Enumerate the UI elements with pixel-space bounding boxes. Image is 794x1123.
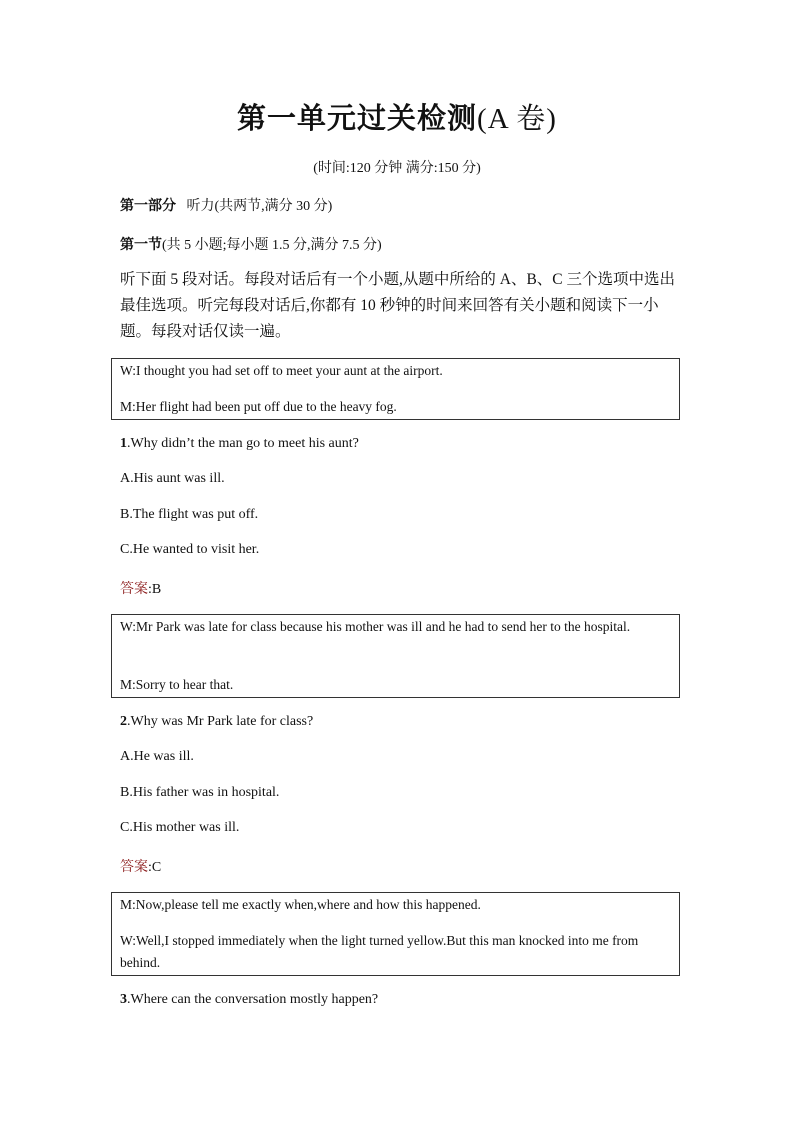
dialog-line: M:Her flight had been put off due to the heavy fog. xyxy=(120,399,397,414)
dialog-box-3 xyxy=(111,892,680,976)
part1-detail: 听力(共两节,满分 30 分) xyxy=(186,199,333,214)
question-2 xyxy=(120,714,313,730)
answer-value: :C xyxy=(148,860,162,875)
option: A.His aunt was ill. xyxy=(120,471,225,486)
question-number: 1 xyxy=(120,436,127,451)
section1-label: 第一节 xyxy=(120,238,162,253)
dialog-line: M:Now,please tell me exactly when,where and how this happened. xyxy=(120,897,481,912)
answer-label: 答案 xyxy=(120,860,148,875)
listening-instructions: 听下面 5 段对话。每段对话后有一个小题,从题中所给的 A、B、C 三个选项中选出最佳选项。听完每段对话后,你都有 10 秒钟的时间来回答有关小题和阅读下一小题。每段对话仅读一遍。 xyxy=(120,271,675,340)
question-number: 2 xyxy=(120,714,127,729)
dialog-box-1 xyxy=(111,358,680,420)
part1-heading xyxy=(120,195,332,215)
question-text: .Why didn’t the man go to meet his aunt? xyxy=(127,436,359,451)
part1-label: 第一部分 xyxy=(120,199,176,214)
section1-detail: (共 5 小题;每小题 1.5 分,满分 7.5 分) xyxy=(162,238,382,253)
dialog-line: W:I thought you had set off to meet your aunt at the airport. xyxy=(120,363,443,378)
answer-2 xyxy=(120,856,161,876)
dialog-line: M:Sorry to hear that. xyxy=(120,677,234,692)
title-paren: (A 卷) xyxy=(477,103,557,135)
question-text: .Why was Mr Park late for class? xyxy=(127,714,314,729)
dialog-line: W:Well,I stopped immediately when the light turned yellow.But this man knocked into me from behind. xyxy=(120,933,639,970)
option: B.His father was in hospital. xyxy=(120,785,280,800)
dialog-box-2 xyxy=(111,614,680,698)
option: C.He wanted to visit her. xyxy=(120,542,260,557)
answer-value: :B xyxy=(148,582,162,597)
page-title xyxy=(0,96,794,137)
dialog-line: W:Mr Park was late for class because his mother was ill and he had to send her to the hospital. xyxy=(120,619,631,634)
answer-label: 答案 xyxy=(120,582,148,597)
exam-info: (时间:120 分钟 满分:150 分) xyxy=(313,161,481,176)
option: C.His mother was ill. xyxy=(120,820,240,835)
option: A.He was ill. xyxy=(120,749,194,764)
question-number: 3 xyxy=(120,992,127,1007)
question-3 xyxy=(120,992,378,1008)
title-main: 第一单元过关检测 xyxy=(237,103,478,135)
question-text: .Where can the conversation mostly happen? xyxy=(127,992,379,1007)
question-1 xyxy=(120,436,359,452)
option: B.The flight was put off. xyxy=(120,507,259,522)
section1-heading xyxy=(120,234,382,254)
answer-1 xyxy=(120,578,161,598)
